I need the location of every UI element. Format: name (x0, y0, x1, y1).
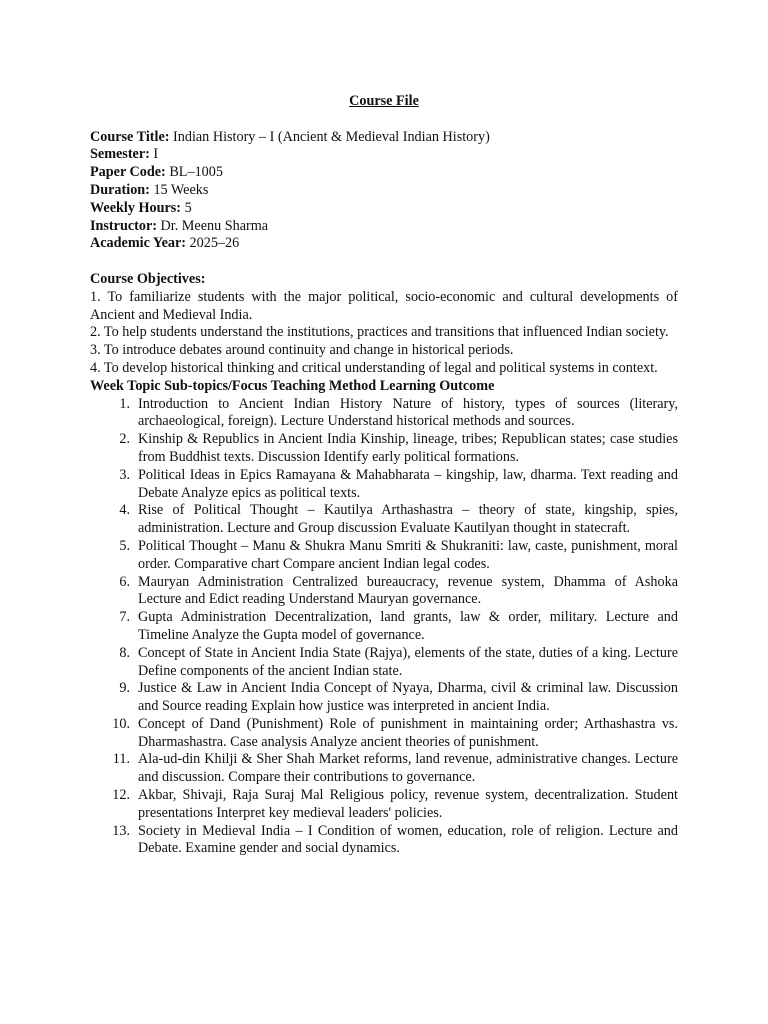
week-number: 8. (119, 644, 130, 661)
document-title: Course File (349, 93, 419, 109)
spacer (90, 111, 678, 129)
week-text: Gupta Administration Decentralization, land grants, law & order, military. Lecture and Timeline Analyze the Gupta model of governance. (138, 609, 678, 643)
week-item (90, 467, 678, 503)
document-page (90, 93, 678, 858)
meta-label: Course Title: (90, 128, 170, 145)
week-text: Mauryan Administration Centralized bureaucracy, revenue system, Dhamma of Ashoka Lecture and Edict reading Understand Mauryan governance. (138, 573, 678, 608)
meta-weekly-hours (90, 200, 678, 218)
meta-value: 15 Weeks (149, 181, 209, 198)
week-text: Political Thought – Manu & Shukra Manu Smriti & Shukraniti: law, caste, punishment, moral order. Comparative chart Compare ancient Indian legal codes. (138, 537, 678, 572)
meta-duration (90, 182, 678, 200)
week-item (90, 823, 678, 859)
week-number: 4. (119, 502, 130, 519)
meta-semester (90, 146, 678, 164)
meta-academic-year (90, 235, 678, 253)
objective-item: 1. To familiarize students with the major political, socio-economic and cultural developments of Ancient and Medieval India. (90, 288, 678, 323)
course-meta (90, 129, 678, 254)
objectives-list (90, 289, 678, 378)
week-number: 12. (112, 787, 130, 804)
meta-instructor (90, 218, 678, 236)
week-item (90, 716, 678, 752)
meta-value: 2025–26 (186, 235, 240, 252)
meta-label: Weekly Hours: (90, 199, 182, 216)
schedule-heading: Week Topic Sub-topics/Focus Teaching Method Learning Outcome (90, 377, 495, 394)
week-number: 2. (119, 431, 130, 448)
week-text: Concept of Dand (Punishment) Role of punishment in maintaining order; Arthashastra vs. Dharmashastra. Case analysis Analyze ancient theories of punishment. (138, 715, 678, 750)
objectives-heading: Course Objectives: (90, 270, 206, 287)
week-text: Concept of State in Ancient India State (Rajya), elements of the state, duties of a king. Lecture Define components of the ancient Indian state. (138, 644, 678, 679)
week-item (90, 609, 678, 645)
week-number: 13. (112, 822, 130, 839)
week-item (90, 431, 678, 467)
week-number: 1. (119, 395, 130, 412)
week-number: 9. (119, 680, 130, 697)
meta-label: Instructor: (90, 217, 157, 234)
objective-item: 4. To develop historical thinking and critical understanding of legal and political systems in context. (90, 359, 658, 376)
meta-label: Academic Year: (90, 235, 186, 252)
week-text: Justice & Law in Ancient India Concept of Nyaya, Dharma, civil & criminal law. Discussion and Source reading Explain how justice was interpreted in ancient India. (138, 680, 678, 715)
meta-label: Semester: (90, 146, 150, 163)
week-number: 3. (119, 466, 130, 483)
week-text: Rise of Political Thought – Kautilya Arthashastra – theory of state, kingship, spies, administration. Lecture and Group discussion Evaluate Kautilyan thought in statecraft. (138, 502, 678, 537)
week-item (90, 502, 678, 538)
meta-paper-code (90, 164, 678, 182)
meta-value: I (149, 146, 159, 163)
meta-value: Dr. Meenu Sharma (156, 217, 269, 234)
week-number: 5. (119, 537, 130, 554)
objective-item: 3. To introduce debates around continuity and change in historical periods. (90, 342, 514, 359)
meta-label: Paper Code: (90, 164, 166, 181)
spacer (90, 253, 678, 271)
week-text: Political Ideas in Epics Ramayana & Mahabharata – kingship, law, dharma. Text reading and Debate Analyze epics as political texts. (138, 466, 678, 501)
week-number: 6. (119, 573, 130, 590)
meta-value: 5 (181, 199, 192, 216)
objective-item: 2. To help students understand the institutions, practices and transitions that influenced Indian society. (90, 324, 669, 341)
meta-value: BL–1005 (165, 164, 223, 181)
week-item (90, 787, 678, 823)
week-item (90, 751, 678, 787)
week-text: Kinship & Republics in Ancient India Kinship, lineage, tribes; Republican states; case studies from Buddhist texts. Discussion Identify early political formations. (138, 431, 678, 465)
week-number: 7. (119, 609, 130, 626)
week-text: Akbar, Shivaji, Raja Suraj Mal Religious policy, revenue system, decentralization. Student presentations Interpret key medieval leaders' policies. (138, 787, 678, 821)
week-item (90, 680, 678, 716)
week-number: 10. (112, 715, 130, 732)
meta-value: Indian History – I (Ancient & Medieval Indian History) (169, 128, 490, 145)
week-item (90, 538, 678, 574)
week-item (90, 645, 678, 681)
week-number: 11. (112, 751, 130, 768)
week-text: Ala-ud-din Khilji & Sher Shah Market reforms, land revenue, administrative changes. Lecture and discussion. Compare their contributions to governance. (138, 751, 678, 786)
week-text: Society in Medieval India – I Condition of women, education, role of religion. Lecture and Debate. Examine gender and social dynamics. (138, 822, 678, 857)
week-item (90, 396, 678, 432)
meta-course-title (90, 129, 678, 147)
meta-label: Duration: (90, 181, 150, 198)
week-text: Introduction to Ancient Indian History Nature of history, types of sources (literary, archaeological, foreign). Lecture Understand historical methods and sources. (138, 395, 678, 430)
week-item (90, 574, 678, 610)
week-list (90, 396, 678, 859)
